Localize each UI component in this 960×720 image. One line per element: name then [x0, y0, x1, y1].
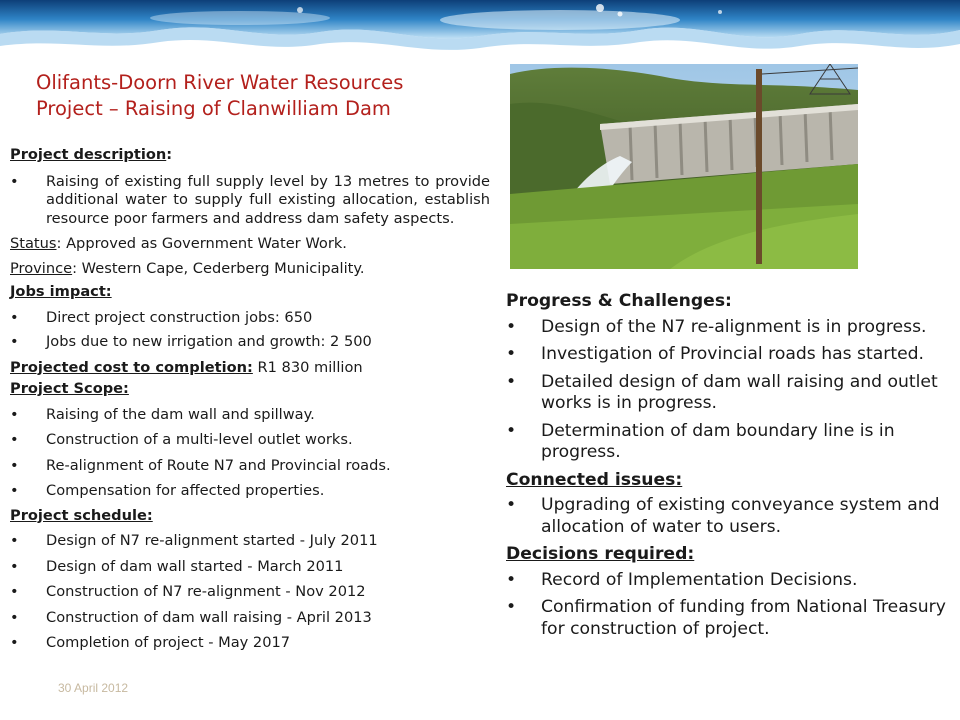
- title-line-1: Olifants-Doorn River Water Resources: [36, 71, 404, 94]
- list-item: [10, 333, 490, 352]
- progress-item-1: Investigation of Provincial roads has started.: [541, 344, 925, 364]
- description-heading-row: [10, 146, 490, 165]
- list-item: [506, 495, 956, 538]
- jobs-item-0: Direct project construction jobs: 650: [46, 308, 313, 326]
- list-item: [10, 583, 490, 602]
- bullet-icon: •: [506, 495, 517, 515]
- schedule-heading: Project schedule:: [10, 506, 153, 524]
- list-item: [506, 421, 956, 464]
- bullet-icon: •: [506, 420, 517, 441]
- schedule-item-1: Design of dam wall started - March 2011: [46, 557, 344, 575]
- description-bullet: [10, 173, 490, 229]
- left-column: [10, 146, 490, 653]
- connected-item-0: Upgrading of existing conveyance system and allocation of water to users.: [541, 495, 940, 537]
- list-item: [10, 406, 490, 425]
- progress-item-0: Design of the N7 re-alignment is in progress.: [541, 316, 927, 337]
- schedule-item-0: Design of N7 re-alignment started - July 2011: [46, 532, 378, 549]
- description-text: Raising of existing full supply level by 13 metres to provide additional water to supply full existing allocation, establish resource poor farmers and address dam safety aspects.: [46, 172, 490, 227]
- footer-date: 30 April 2012: [58, 681, 129, 695]
- list-item: [506, 317, 956, 339]
- bullet-icon: •: [10, 172, 19, 190]
- list-item: [10, 309, 490, 328]
- bullet-icon: •: [10, 456, 19, 474]
- scope-item-2: Re-alignment of Route N7 and Provincial roads.: [46, 456, 391, 474]
- cost-row: [10, 359, 490, 378]
- list-item: [10, 634, 490, 653]
- description-heading: Project description: [10, 146, 167, 163]
- bullet-icon: •: [10, 431, 19, 448]
- list-item: [506, 344, 956, 366]
- bullet-icon: •: [506, 597, 517, 617]
- progress-item-3: Determination of dam boundary line is in progress.: [541, 420, 895, 462]
- scope-item-0: Raising of the dam wall and spillway.: [46, 405, 315, 423]
- list-item: [10, 431, 490, 450]
- bullet-icon: •: [10, 557, 19, 575]
- bullet-icon: •: [10, 583, 19, 600]
- list-item: [10, 609, 490, 628]
- jobs-item-1: Jobs due to new irrigation and growth: 2 500: [46, 333, 372, 350]
- connected-heading: Connected issues:: [506, 469, 683, 490]
- decisions-item-0: Record of Implementation Decisions.: [541, 569, 858, 590]
- scope-item-1: Construction of a multi-level outlet works.: [46, 431, 353, 448]
- bullet-icon: •: [506, 371, 517, 392]
- bullet-icon: •: [506, 316, 517, 337]
- bullet-icon: •: [10, 608, 19, 626]
- list-item: [506, 372, 956, 415]
- decisions-heading: Decisions required:: [506, 544, 695, 564]
- bullet-icon: •: [10, 405, 19, 423]
- status-label: Status: [10, 235, 57, 252]
- province-row: [10, 260, 490, 279]
- water-banner: [0, 0, 960, 62]
- cost-value: R1 830 million: [252, 358, 363, 376]
- list-item: [506, 570, 956, 592]
- province-label: Province: [10, 259, 73, 277]
- jobs-heading: Jobs impact:: [10, 283, 112, 300]
- schedule-item-2: Construction of N7 re-alignment - Nov 2012: [46, 583, 366, 600]
- bullet-icon: •: [10, 634, 19, 651]
- list-item: [10, 482, 490, 501]
- progress-heading: Progress & Challenges:: [506, 291, 732, 311]
- list-item: [10, 457, 490, 476]
- scope-heading: Project Scope:: [10, 380, 129, 397]
- description-heading-colon: :: [166, 146, 173, 163]
- dam-photo: [510, 64, 858, 269]
- cost-label: Projected cost to completion:: [10, 358, 253, 376]
- bullet-icon: •: [10, 482, 19, 499]
- progress-item-2: Detailed design of dam wall raising and outlet works is in progress.: [541, 371, 938, 413]
- bullet-icon: •: [506, 344, 517, 364]
- list-item: [10, 532, 490, 551]
- list-item: [10, 558, 490, 577]
- slide-title: [36, 70, 486, 122]
- decisions-item-1: Confirmation of funding from National Treasury for construction of project.: [541, 597, 946, 639]
- title-line-2: Project – Raising of Clanwilliam Dam: [36, 97, 391, 120]
- status-row: [10, 235, 490, 254]
- bullet-icon: •: [10, 333, 19, 350]
- status-value: : Approved as Government Water Work.: [56, 235, 347, 252]
- schedule-item-3: Construction of dam wall raising - April 2013: [46, 608, 372, 626]
- province-value: : Western Cape, Cederberg Municipality.: [72, 259, 365, 277]
- bullet-icon: •: [10, 308, 19, 326]
- bullet-icon: •: [506, 569, 517, 590]
- right-column: [506, 289, 956, 646]
- scope-item-3: Compensation for affected properties.: [46, 482, 325, 499]
- schedule-item-4: Completion of project - May 2017: [46, 634, 291, 651]
- list-item: [506, 597, 956, 640]
- bullet-icon: •: [10, 532, 19, 549]
